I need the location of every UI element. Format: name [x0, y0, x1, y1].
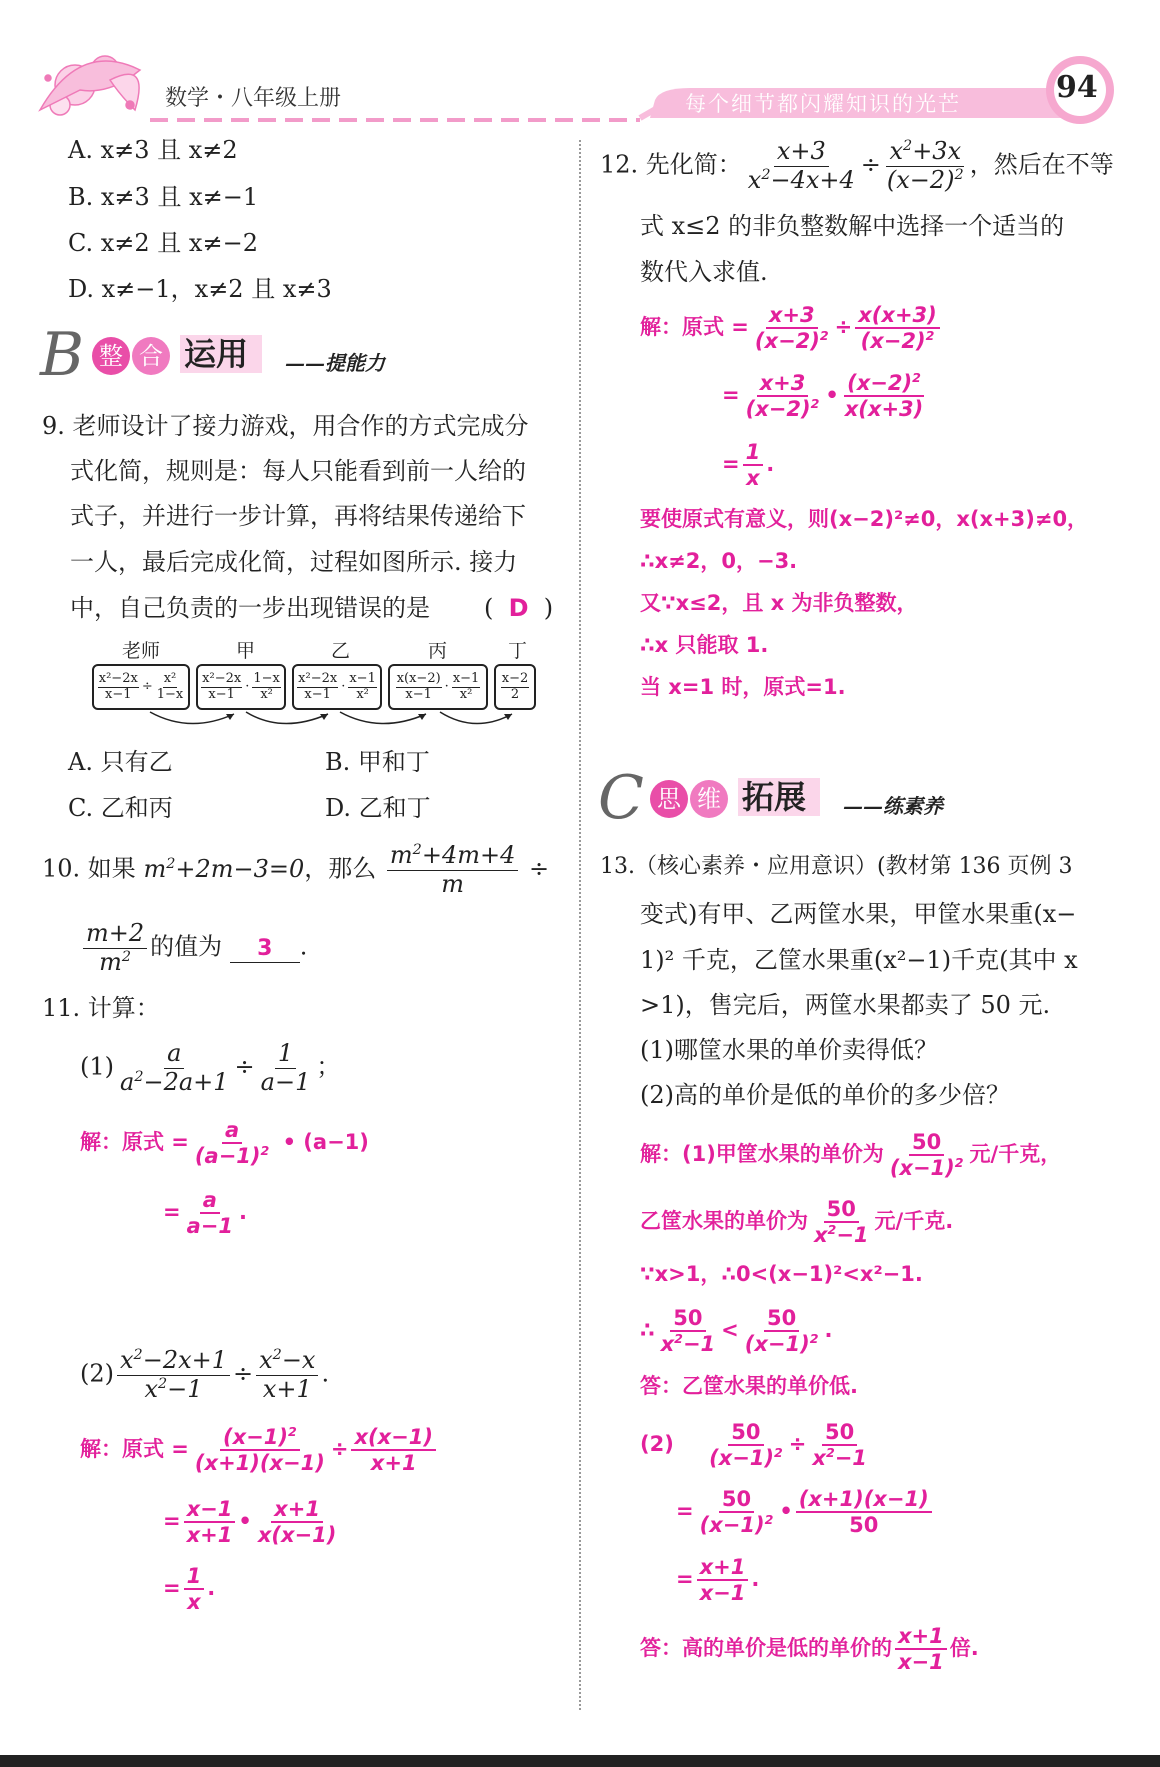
- diagram-step-yi: x²−2x x−1 · x−1 x²: [292, 664, 382, 710]
- diagram-step-ding: x−2 2: [494, 664, 536, 710]
- q13-solution-9: 答：高的单价是低的单价的 $\frac{x+1}{x-1}$ 倍.: [640, 1624, 979, 1675]
- q10-suffix: 的值为: [150, 932, 223, 961]
- page-number: 94: [1056, 70, 1098, 105]
- q12-solution-2: = $\frac{x+3}{(x-2)^2}$ • $\frac{(x-2)^2}{x(x+3)}$: [722, 370, 924, 422]
- diagram-step-bing: x(x−2) x−1 · x−1 x²: [388, 664, 488, 710]
- section-char-badge: 合: [132, 337, 170, 375]
- q11-part2: (2) $\frac{x^2-2x+1}{x^2-1}$ ÷ $\frac{x^2-x}{x+1}$ .: [80, 1346, 330, 1403]
- q13-solution-3: ∵x>1，∴0<(x−1)²<x²−1.: [640, 1262, 923, 1286]
- section-b-banner: [40, 320, 440, 390]
- q13-solution-6: (2) $\frac{50}{(x-1)^2}$ ÷ $\frac{50}{x^2-1}$: [640, 1420, 867, 1471]
- q13-line-1: 13.（核心素养・应用意识）(教材第 136 页例 3: [600, 854, 1073, 879]
- q13-line-3: 1)² 千克，乙筐水果重(x²−1)千克(其中 x: [640, 946, 1078, 974]
- q10-answer-blank: [230, 933, 300, 963]
- q9-line-2: 式化简，规则是：每人只能看到前一人给的: [70, 457, 526, 485]
- q13-solution-7: = $\frac{50}{(x-1)^2}$ • $\frac{(x+1)(x-1)}{50}$: [676, 1487, 935, 1537]
- q10-answer: 3: [257, 935, 273, 961]
- q9-option-c: C. 乙和丙: [68, 794, 173, 822]
- q11-part2-solution-3: = $\frac{1}{x}$ .: [163, 1564, 216, 1615]
- column-divider: [579, 140, 581, 1710]
- q10-question: 10. 如果 $m^2+2m-3=0$，那么 $\frac{m^2+4m+4}{m}$ ÷: [42, 841, 550, 898]
- q13-solution-2: 乙筐水果的单价为 $\frac{50}{x^2-1}$ 元/千克.: [640, 1197, 954, 1248]
- q13-solution-4: ∴ $\frac{50}{x^2-1}$ < $\frac{50}{(x-1)^2}$ .: [640, 1306, 833, 1357]
- section-char-badge: 思: [650, 780, 688, 818]
- q8-option-b: B. x≠3 且 x≠−1: [68, 183, 259, 211]
- diagram-step-jia: x²−2x x−1 · 1−x x²: [196, 664, 286, 710]
- section-char-badge: 整: [92, 337, 130, 375]
- q12-solution-7: ∴x 只能取 1.: [640, 633, 769, 657]
- q8-option-a: A. x≠3 且 x≠2: [68, 136, 238, 164]
- q11-part2-solution-1: 解：原式 = $\frac{(x-1)^2}{(x+1)(x-1)}$ ÷ $\frac{x(x-1)}{x+1}$: [80, 1425, 439, 1475]
- q11-part1-solution-1: 解：原式 = $\frac{a}{(a-1)^2}$ • (a−1): [80, 1118, 369, 1169]
- q9-answer: D: [508, 594, 529, 622]
- q13-solution-5: 答：乙筐水果的单价低.: [640, 1374, 858, 1398]
- q12-solution-3: = $\frac{1}{x}$ .: [722, 440, 775, 491]
- q12-solution-8: 当 x=1 时，原式=1.: [640, 675, 846, 699]
- q13-line-2: 变式)有甲、乙两筐水果，甲筐水果重(x−: [640, 900, 1077, 928]
- header-slogan: 每个细节都闪耀知识的光芒: [685, 92, 961, 116]
- q9-option-b: B. 甲和丁: [325, 748, 430, 776]
- q12-solution-5: ∴x≠2，0，−3.: [640, 549, 798, 573]
- q11-part2-label: (2): [80, 1359, 114, 1388]
- q9-answer-bracket: ( D ): [484, 594, 554, 622]
- diagram-step-teacher: x²−2x x−1 ÷ x² 1−x: [92, 664, 190, 710]
- section-subtitle: ——练素养: [843, 794, 943, 818]
- q9-option-a: A. 只有乙: [68, 748, 173, 776]
- diagram-role-label: 甲: [236, 640, 256, 662]
- q10-mid: ，那么: [304, 854, 377, 883]
- q12-solution-6: 又∵x≤2，且 x 为非负整数，: [640, 591, 918, 615]
- q11-part1-solution-2: = $\frac{a}{a-1}$ .: [163, 1188, 247, 1239]
- section-c-banner: [598, 763, 998, 833]
- page-header-decoration: [0, 0, 1160, 140]
- book-title: 数学・八年级上册: [165, 86, 342, 111]
- q12-line-2: 式 x≤2 的非负整数解中选择一个适当的: [640, 212, 1065, 240]
- q11-part1: (1) $\frac{a}{a^2-2a+1}$ ÷ $\frac{1}{a-1}$ ；: [80, 1039, 341, 1096]
- q10-continuation: $\frac{m+2}{m^2}$ 的值为 3 .: [80, 920, 307, 976]
- q13-line-6: (2)高的单价是低的单价的多少倍？: [640, 1081, 1010, 1109]
- q12-line-1: 12. 先化简： $\frac{x+3}{x^2-4x+4}$ ÷ $\frac{x^2+3x}{(x-2)^2}$ ，然后在不等: [600, 137, 1114, 194]
- section-letter: B: [40, 320, 85, 390]
- q10-fraction-1: $\frac{m^2+4m+4}{m}$: [387, 842, 518, 898]
- section-letter: C: [598, 763, 644, 833]
- q13-solution-8: = $\frac{x+1}{x-1}$ .: [676, 1555, 760, 1606]
- q12-solution-1: 解：原式 = $\frac{x+3}{(x-2)^2}$ ÷ $\frac{x(x+3)}{(x-2)^2}$: [640, 303, 943, 353]
- q9-line-1: 9. 老师设计了接力游戏，用合作的方式完成分: [42, 412, 529, 440]
- q12-line-3: 数代入求值.: [640, 258, 768, 286]
- q11-part2-solution-2: = $\frac{x-1}{x+1}$ • $\frac{x+1}{x(x-1)}$: [163, 1497, 337, 1548]
- q8-option-c: C. x≠2 且 x≠−2: [68, 229, 258, 257]
- flower-ornament-icon: [40, 56, 140, 115]
- section-subtitle: ——提能力: [285, 351, 385, 375]
- section-title: 运用: [180, 335, 262, 373]
- diagram-role-label: 老师: [122, 640, 161, 662]
- section-char-badge: 维: [690, 780, 728, 818]
- q13-line-5: (1)哪筐水果的单价卖得低？: [640, 1036, 938, 1064]
- q11-label: 11. 计算：: [42, 994, 160, 1022]
- diagram-arrows: [130, 708, 530, 732]
- q13-solution-1: 解：(1)甲筐水果的单价为 $\frac{50}{(x-1)^2}$ 元/千克，: [640, 1130, 1062, 1181]
- q10-fraction-2: $\frac{m+2}{m^2}$: [83, 920, 147, 976]
- q8-option-d: D. x≠−1，x≠2 且 x≠3: [68, 275, 332, 303]
- q9-line-3: 式子，并进行一步计算，再将结果传递给下: [70, 502, 526, 530]
- bottom-bar: [0, 1755, 1160, 1767]
- q10-prefix: 10. 如果: [42, 854, 136, 883]
- section-title: 拓展: [738, 778, 820, 816]
- diagram-role-label: 乙: [331, 640, 351, 662]
- q9-option-d: D. 乙和丁: [325, 794, 431, 822]
- q9-line-5: 中，自己负责的一步出现错误的是: [70, 594, 430, 622]
- q9-line-4: 一人，最后完成化简，过程如图所示. 接力: [70, 548, 518, 576]
- diagram-role-label: 丁: [508, 640, 528, 662]
- q13-line-4: >1)，售完后，两筐水果都卖了 50 元.: [640, 991, 1051, 1019]
- q11-part1-label: (1): [80, 1052, 114, 1081]
- diagram-role-label: 丙: [428, 640, 448, 662]
- q10-equation: $m^2+2m-3=0$: [143, 854, 305, 883]
- q12-solution-4: 要使原式有意义，则(x−2)²≠0，x(x+3)≠0，: [640, 507, 1089, 531]
